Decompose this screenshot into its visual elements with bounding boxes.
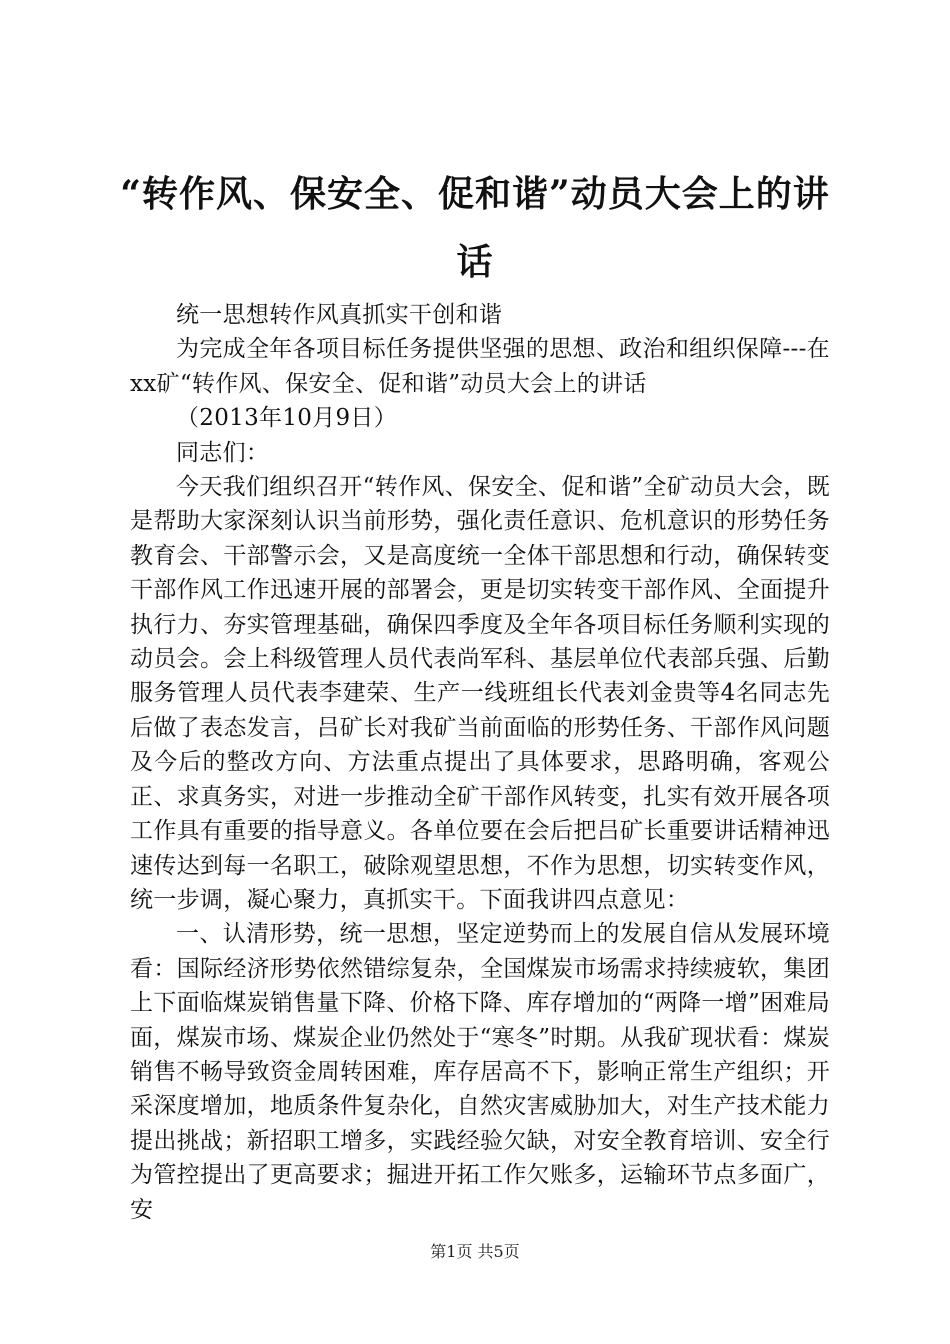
page-number-footer: 第1页 共5页 bbox=[430, 1242, 520, 1261]
subheading-paragraph: 为完成全年各项目标任务提供坚强的思想、政治和组织保障---在xx矿“转作风、保安全、促和谐”动员大会上的讲话 bbox=[130, 336, 830, 397]
body-paragraph: 一、认清形势，统一思想，坚定逆势而上的发展自信从发展环境看：国际经济形势依然错综复杂，全国煤炭市场需求持续疲软，集团上下面临煤炭销售量下降、价格下降、库存增加的“两降一增”困难局面，煤炭市场、煤炭企业仍然处于“寒冬”时期。从我矿现状看：煤炭销售不畅导致资金周转困难，库存居高不下，影响正常生产组织；开采深度增加，地质条件复杂化，自然灾害威胁加大，对生产技术能力提出挑战；新招职工增多，实践经验欠缺，对安全教育培训、安全行为管控提出了更高要求；掘进开拓工作欠账多，运输环节点多面广，安 bbox=[130, 921, 830, 1223]
salutation-paragraph: 同志们： bbox=[176, 439, 270, 466]
document-title: “转作风、保安全、促和谐”动员大会上的讲话 bbox=[120, 173, 830, 283]
body-paragraph: 今天我们组织召开“转作风、保安全、促和谐”全矿动员大会，既是帮助大家深刻认识当前形势，强化责任意识、危机意识的形势任务教育会、干部警示会，又是高度统一全体干部思想和行动，确保转变干部作风工作迅速开展的部署会，更是切实转变干部作风、全面提升执行力、夯实管理基础，确保四季度及全年各项目标任务顺利实现的动员会。会上科级管理人员代表尚军科、基层单位代表部兵强、后勤服务管理人员代表李建荣、生产一线班组长代表刘金贵等4名同志先后做了表态发言，吕矿长对我矿当前面临的形势任务、干部作风问题及今后的整改方向、方法重点提出了具体要求，思路明确，客观公正、求真务实，对进一步推动全矿干部作风转变，扎实有效开展各项工作具有重要的指导意义。各单位要在会后把吕矿长重要讲话精神迅速传达到每一名职工，破除观望思想，不作为思想，切实转变作风，统一步调，凝心聚力，真抓实干。下面我讲四点意见： bbox=[130, 474, 830, 913]
document-body bbox=[130, 298, 830, 1227]
subtitle-paragraph: 统一思想转作风真抓实干创和谐 bbox=[176, 302, 503, 328]
date-paragraph: （2013年10月9日） bbox=[176, 405, 398, 432]
